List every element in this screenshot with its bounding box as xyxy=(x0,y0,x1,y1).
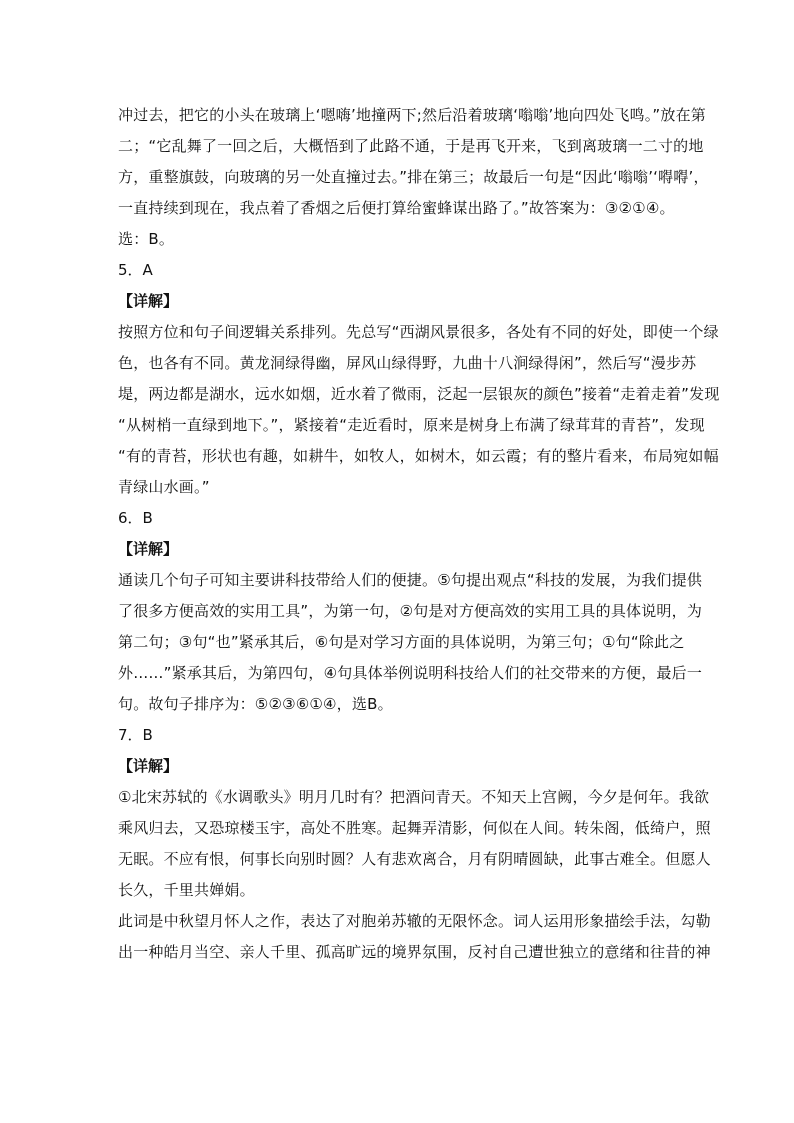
answer-number-6: 6．B xyxy=(118,509,153,527)
answer-7-analysis xyxy=(118,906,711,968)
text-line: “有的青苔，形状也有趣，如耕牛，如牧人，如树木，如云霞；有的整片看来，布局宛如幅 xyxy=(118,447,719,465)
text-line: 方，重整旗鼓，向玻璃的另一处直撞过去。”排在第三；故最后一句是“因此‘嗡嗡’‘嘚嘚’， xyxy=(118,168,709,186)
text-line: 色，也各有不同。黄龙洞绿得幽，屏风山绿得野，九曲十八涧绿得闲”，然后写“漫步苏 xyxy=(118,354,697,372)
answer-6-explanation xyxy=(118,565,703,720)
text-line: “从树梢一直绿到地下。”，紧接着“走近看时，原来是树身上布满了绿茸茸的青苔”，发现 xyxy=(118,416,705,434)
answer-number-5: 5．A xyxy=(118,261,153,279)
explanation-heading: 【详解】 xyxy=(118,540,179,558)
text-line: 按照方位和句子间逻辑关系排列。先总写“西湖风景很多，各处有不同的好处，即使一个绿 xyxy=(118,323,719,341)
text-line: 冲过去，把它的小头在玻璃上‘嗯嗨’地撞两下;然后沿着玻璃‘嗡嗡’地向四处飞鸣。”放在第 xyxy=(118,106,707,124)
text-line: 堤，两边都是湖水，远水如烟，近水着了微雨，泛起一层银灰的颜色”接着“走着走着”发现 xyxy=(118,385,720,403)
answer-number-7: 7．B xyxy=(118,726,153,744)
text-line: 选：B。 xyxy=(118,230,175,248)
text-line: 无眠。不应有恨，何事长向别时圆？人有悲欢离合，月有阴晴圆缺，此事古难全。但愿人 xyxy=(118,850,711,868)
text-line: 二；“它乱舞了一回之后，大概悟到了此路不通，于是再飞开来，飞到离玻璃一二寸的地 xyxy=(118,137,704,155)
answer-5-explanation xyxy=(118,317,720,503)
text-line: 长久，千里共婵娟。 xyxy=(118,881,255,899)
text-line: 了很多方便高效的实用工具”，为第一句，②句是对方便高效的实用工具的具体说明，为 xyxy=(118,602,703,620)
text-line: 通读几个句子可知主要讲科技带给人们的便捷。⑤句提出观点“科技的发展，为我们提供 xyxy=(118,571,703,589)
text-line: 句。故句子排序为：⑤②③⑥①④，选B。 xyxy=(118,695,393,713)
explanation-heading: 【详解】 xyxy=(118,292,179,310)
text-line: 第二句；③句“也”紧承其后，⑥句是对学习方面的具体说明，为第三句；①句“除此之 xyxy=(118,633,685,651)
text-line: 出一种皓月当空、亲人千里、孤高旷远的境界氛围，反衬自己遭世独立的意绪和往昔的神 xyxy=(118,943,711,961)
answer-4-continuation xyxy=(118,100,709,255)
explanation-heading: 【详解】 xyxy=(118,757,179,775)
text-line: 一直持续到现在，我点着了香烟之后便打算给蜜蜂谋出路了。”故答案为：③②①④。 xyxy=(118,199,675,217)
answer-7-poem xyxy=(118,782,711,906)
text-line: 外……”紧承其后，为第四句，④句具体举例说明科技给人们的社交带来的方便，最后一 xyxy=(118,664,703,682)
text-line: 乘风归去，又恐琼楼玉宇，高处不胜寒。起舞弄清影，何似在人间。转朱阁，低绮户，照 xyxy=(118,819,711,837)
text-line: ①北宋苏轼的《水调歌头》明月几时有？把酒问青天。不知天上宫阙，今夕是何年。我欲 xyxy=(118,788,710,806)
text-line: 此词是中秋望月怀人之作，表达了对胞弟苏辙的无限怀念。词人运用形象描绘手法，勾勒 xyxy=(118,912,711,930)
text-line: 青绿山水画。” xyxy=(118,478,210,496)
